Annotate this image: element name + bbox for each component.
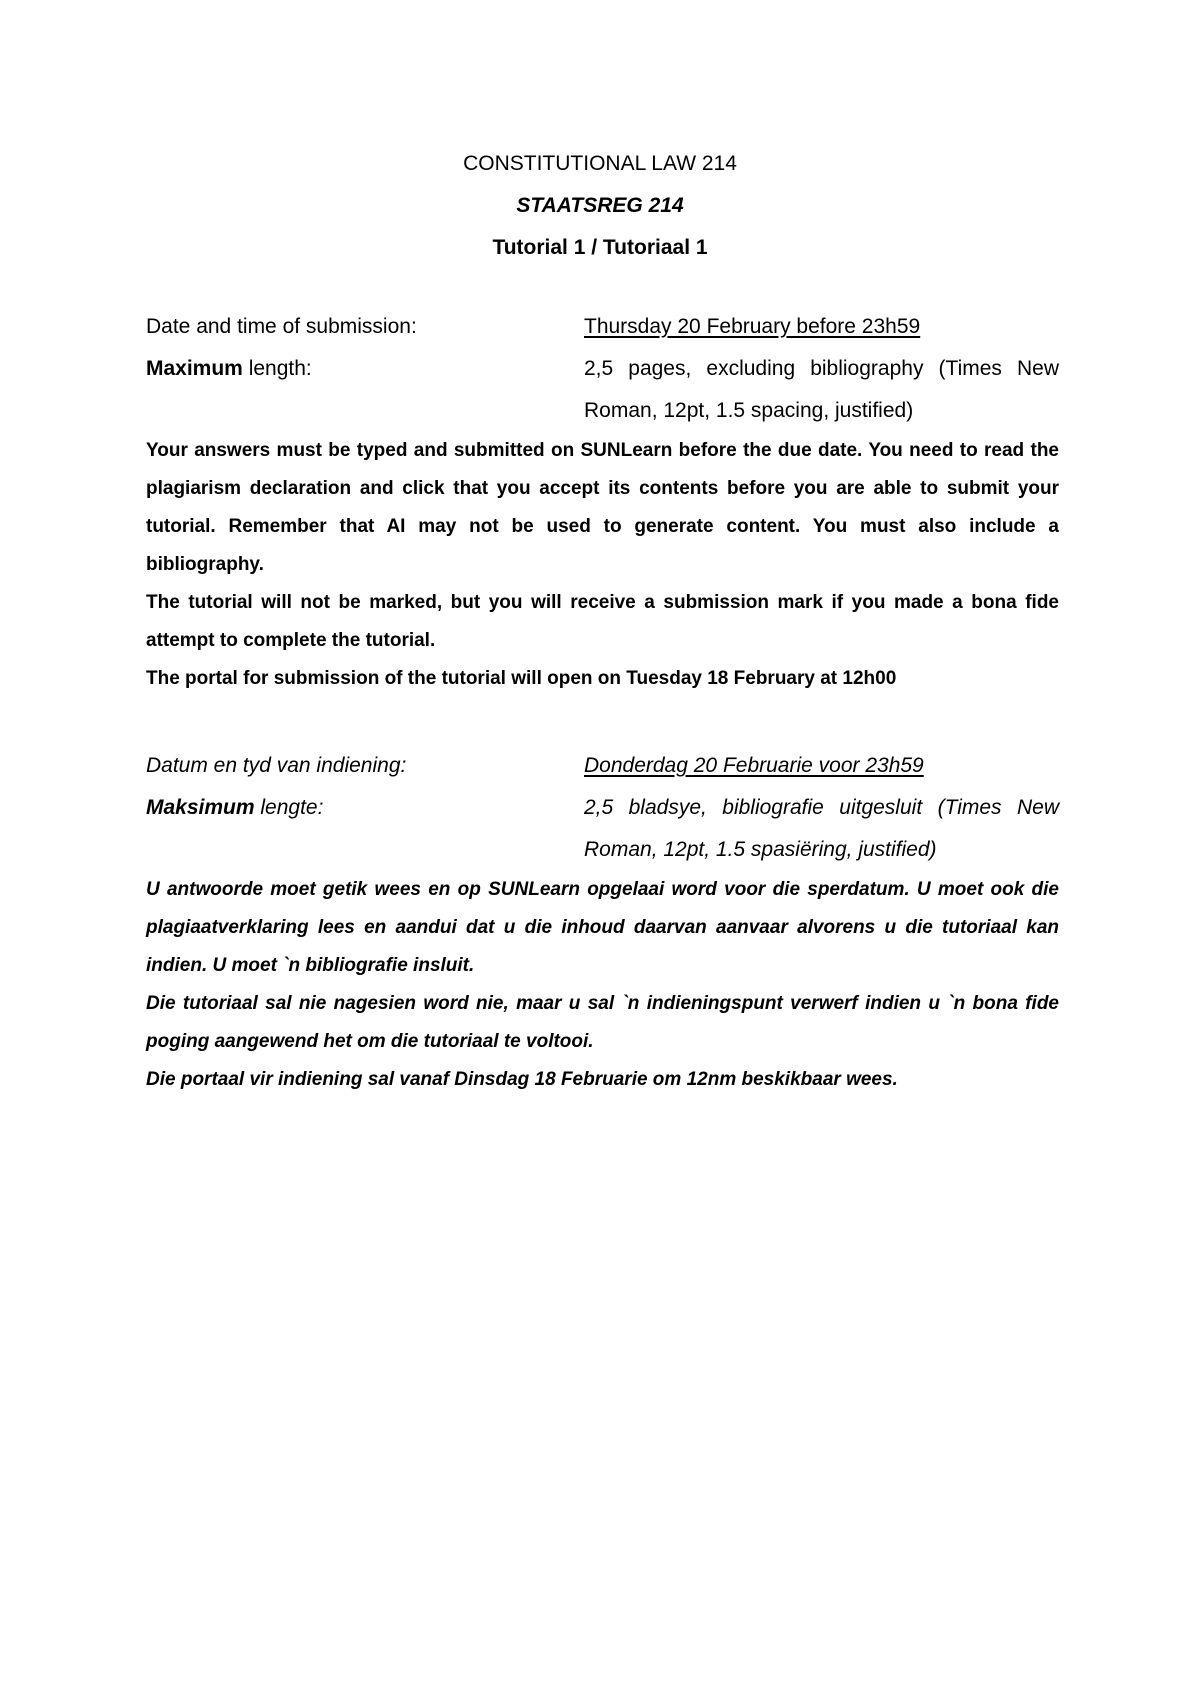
tutorial-heading: Tutorial 1 / Tutoriaal 1 bbox=[492, 236, 708, 259]
instruksies-paragraph: U antwoorde moet getik wees en op SUNLearn opgelaai word voor die sperdatum. U moet ook die plagiaatverklaring lees en aandui dat u die inhoud daarvan aanvaar alvorens u die tutoriaal kan indien. U moet `n bibliografie insluit. bbox=[146, 879, 1059, 976]
max-length-label bbox=[146, 348, 584, 432]
course-title: CONSTITUTIONAL LAW 214 bbox=[463, 152, 737, 175]
indiening-value: Donderdag 20 Februarie voor 23h59 bbox=[584, 754, 924, 777]
course-subtitle: STAATSREG 214 bbox=[516, 194, 684, 217]
document-header bbox=[0, 143, 1200, 269]
maksimum-value: 2,5 bladsye, bibliografie uitgesluit (Times New Roman, 12pt, 1.5 spasiëring, justified) bbox=[584, 796, 1059, 861]
max-length-row bbox=[146, 348, 1059, 432]
english-section bbox=[146, 306, 1059, 698]
submission-value: Thursday 20 February before 23h59 bbox=[584, 315, 921, 338]
maksimum-row bbox=[146, 787, 1059, 871]
nasien-paragraph: Die tutoriaal sal nie nagesien word nie, maar u sal `n indieningspunt verwerf indien u `n bona fide poging aangewend het om die tutoriaal te voltooi. bbox=[146, 993, 1059, 1052]
marking-paragraph: The tutorial will not be marked, but you will receive a submission mark if you made a bona fide attempt to complete the tutorial. bbox=[146, 592, 1059, 651]
indiening-row bbox=[146, 745, 1059, 787]
afrikaans-section bbox=[146, 745, 1059, 1099]
maksimum-label-bold: Maksimum bbox=[146, 796, 255, 819]
maksimum-label-rest: lengte: bbox=[254, 796, 324, 819]
max-length-value: 2,5 pages, excluding bibliography (Times New Roman, 12pt, 1.5 spacing, justified) bbox=[584, 357, 1059, 422]
max-length-label-bold: Maximum bbox=[146, 357, 243, 380]
maksimum-label bbox=[146, 787, 584, 871]
max-length-label-rest: length: bbox=[242, 357, 312, 380]
portaal-paragraph: Die portaal vir indiening sal vanaf Dinsdag 18 Februarie om 12nm beskikbaar wees. bbox=[146, 1069, 898, 1090]
submission-row bbox=[146, 306, 1059, 348]
portal-paragraph: The portal for submission of the tutorial will open on Tuesday 18 February at 12h00 bbox=[146, 668, 897, 689]
submission-label: Date and time of submission: bbox=[146, 315, 417, 338]
instructions-paragraph: Your answers must be typed and submitted on SUNLearn before the due date. You need to read the plagiarism declaration and click that you accept its contents before you are able to submit your tutorial. Remember that AI may not be used to generate content. You must also include a bibliography. bbox=[146, 440, 1059, 575]
indiening-label: Datum en tyd van indiening: bbox=[146, 754, 407, 777]
